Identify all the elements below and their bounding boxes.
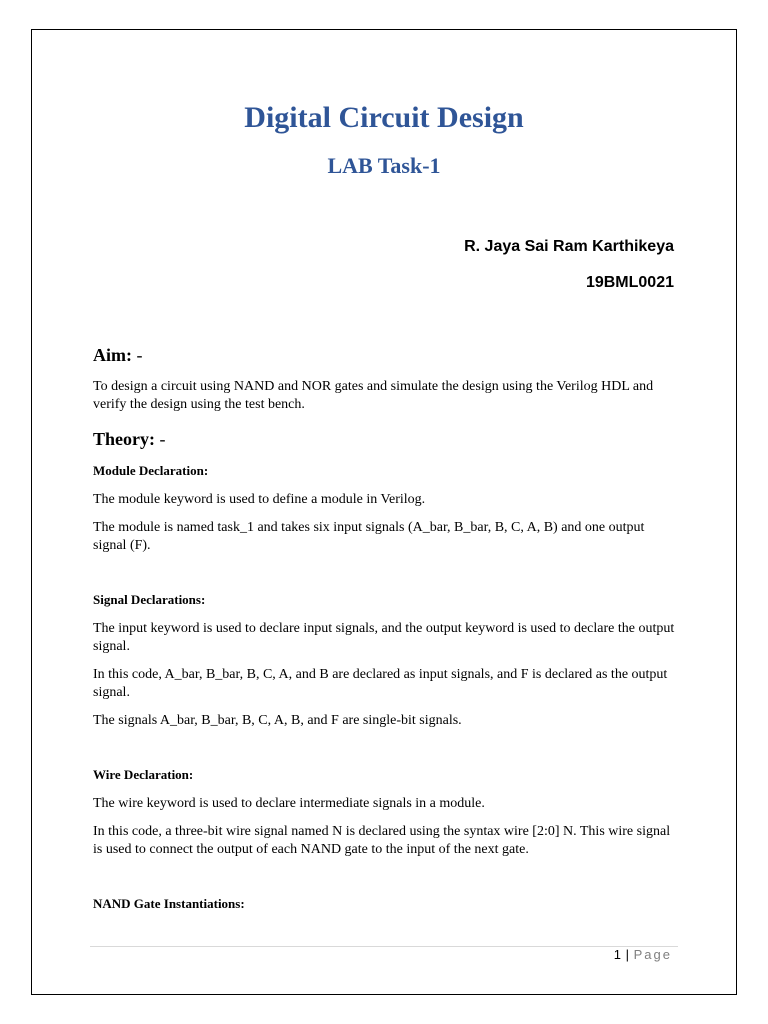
page-number: 1 [613,947,622,962]
module-paragraph-1: The module keyword is used to define a module in Verilog. [93,492,426,507]
wire-declaration-heading: Wire Declaration: [93,767,194,782]
footer-rule [90,946,678,947]
nand-gate-heading: NAND Gate Instantiations: [93,896,245,911]
page-footer [614,947,672,962]
module-declaration-heading: Module Declaration: [93,463,209,478]
signal-paragraph-2: In this code, A_bar, B_bar, B, C, A, and B are declared as input signals, and F is declared as the output signal. [93,667,668,700]
aim-text: To design a circuit using NAND and NOR gates and simulate the design using the Verilog HDL and verify the design using the test bench. [93,379,654,412]
section-gap [93,565,677,591]
section-gap [93,740,677,766]
signal-declarations-heading: Signal Declarations: [93,592,206,607]
page-separator: | [625,947,630,962]
document-body [93,344,677,924]
theory-heading-dash: - [159,429,166,449]
document-subtitle: LAB Task-1 [327,153,441,178]
aim-heading-dash: - [136,345,143,365]
page-label: Page [633,947,672,962]
theory-heading [93,428,677,450]
section-gap [93,869,677,895]
wire-paragraph-2: In this code, a three-bit wire signal named N is declared using the syntax wire [2:0] N. This wire signal is used to connect the output of each NAND gate to the input of the next gate. [93,824,671,857]
aim-heading-label: Aim: [93,345,132,365]
module-paragraph-2: The module is named task_1 and takes six input signals (A_bar, B_bar, B, C, A, B) and one output signal (F). [93,520,645,553]
aim-heading [93,344,677,366]
theory-heading-label: Theory: [93,429,155,449]
registration-number: 19BML0021 [585,274,674,291]
document-title: Digital Circuit Design [244,101,524,134]
author-name: R. Jaya Sai Ram Karthikeya [464,238,674,255]
wire-paragraph-1: The wire keyword is used to declare intermediate signals in a module. [93,796,485,811]
signal-paragraph-1: The input keyword is used to declare input signals, and the output keyword is used to declare the output signal. [93,621,675,654]
signal-paragraph-3: The signals A_bar, B_bar, B, C, A, B, and F are single-bit signals. [93,713,462,728]
